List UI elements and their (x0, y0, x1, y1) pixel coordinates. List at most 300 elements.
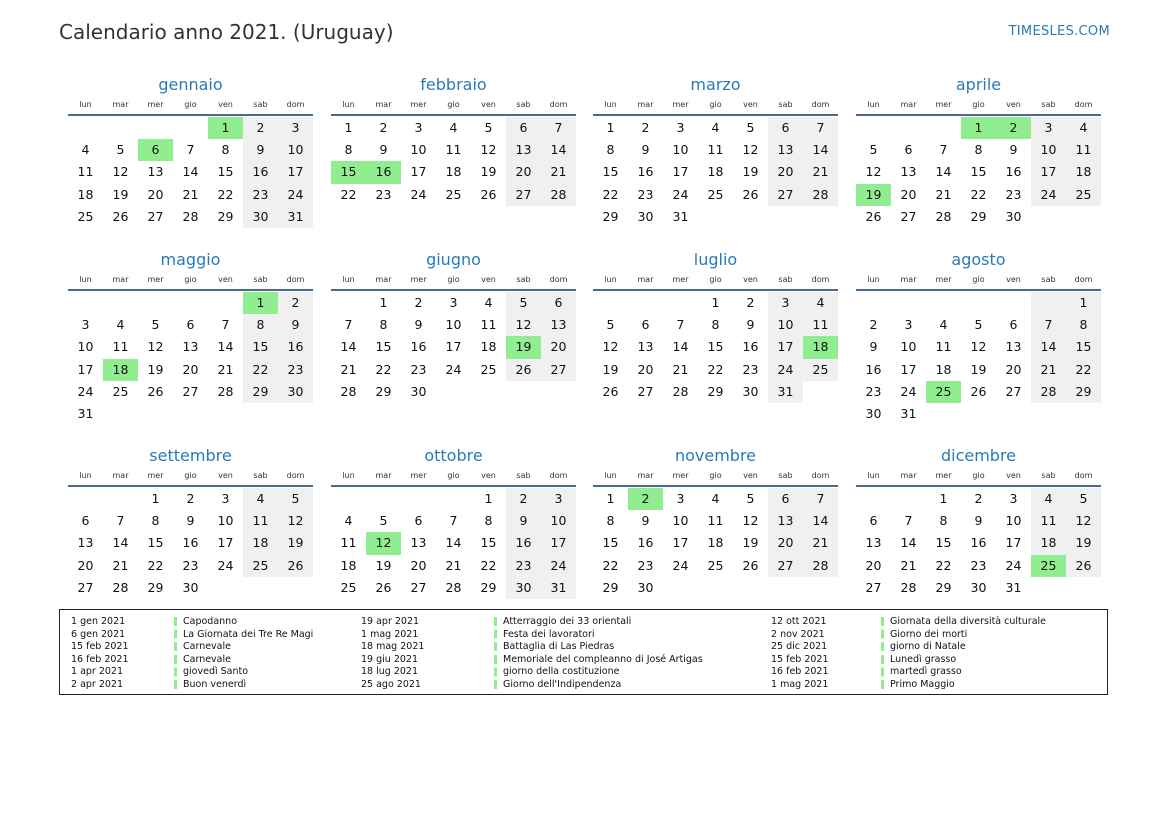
month-maggio (68, 250, 313, 425)
month-name: febbraio (420, 75, 487, 94)
day-cell: 11 (77, 164, 94, 180)
holiday-name: giorno della costituzione (503, 666, 620, 678)
holiday-date-column (71, 616, 129, 692)
day-cell: 15 (243, 336, 278, 358)
day-cell: 11 (112, 339, 129, 355)
day-cell: 9 (869, 339, 878, 355)
day-cell: 6 (1009, 317, 1018, 333)
empty-cell (961, 403, 996, 425)
day-cell: 31 (900, 405, 917, 421)
day-cell: 24 (445, 361, 462, 377)
holiday-date: 1 apr 2021 (71, 666, 124, 678)
day-cell: 12 (112, 164, 129, 180)
empty-cell (331, 292, 366, 314)
day-cell: 6 (768, 117, 803, 139)
weekday-label: ven (481, 100, 496, 109)
day-cell: 2 (379, 120, 388, 135)
day-cell: 26 (742, 557, 759, 573)
day-cell: 29 (480, 579, 497, 595)
day-cell: 6 (81, 513, 90, 529)
empty-cell (926, 117, 961, 139)
day-cell: 2 (506, 488, 541, 510)
holiday-date: 16 feb 2021 (71, 653, 129, 665)
day-cell: 19 (480, 164, 497, 180)
day-cell: 7 (116, 513, 125, 529)
holiday-cell: 15 (331, 161, 366, 183)
holiday-date: 18 mag 2021 (361, 641, 425, 653)
weekday-header (68, 98, 313, 116)
day-cell: 16 (637, 164, 654, 180)
empty-cell (698, 577, 733, 599)
day-cell: 20 (768, 161, 803, 183)
day-cell: 24 (672, 557, 689, 573)
weekday-label: sab (1041, 100, 1056, 109)
day-cell: 2 (869, 317, 878, 333)
holiday-name: Carnevale (183, 653, 231, 665)
day-cell: 25 (803, 359, 838, 381)
day-cell: 6 (186, 317, 195, 333)
weekday-label: sab (516, 100, 531, 109)
weekday-label: gio (184, 100, 197, 109)
month-aprile (856, 75, 1101, 228)
weekday-label: mer (935, 275, 952, 284)
day-grid (331, 117, 576, 206)
day-cell: 8 (484, 513, 493, 529)
day-cell: 5 (484, 120, 493, 135)
day-cell: 20 (182, 361, 199, 377)
month-settembre (68, 446, 313, 599)
empty-cell (173, 292, 208, 314)
day-cell: 15 (602, 535, 619, 551)
weekday-label: lun (867, 275, 880, 284)
day-cell: 1 (344, 120, 353, 135)
holiday-cell: 16 (366, 161, 401, 183)
day-cell: 24 (900, 383, 917, 399)
day-cell: 10 (1005, 513, 1022, 529)
weekday-label: ven (743, 471, 758, 480)
day-cell: 4 (1066, 117, 1101, 139)
empty-cell (243, 403, 278, 425)
empty-cell (436, 488, 471, 510)
empty-cell (628, 292, 663, 314)
day-cell: 28 (541, 184, 576, 206)
day-cell: 19 (602, 361, 619, 377)
empty-cell (803, 381, 838, 403)
holiday-cell: 25 (926, 381, 961, 403)
day-cell: 18 (1066, 161, 1101, 183)
holiday-cell: 1 (208, 117, 243, 139)
day-cell: 21 (900, 557, 917, 573)
day-cell: 1 (1066, 292, 1101, 314)
day-cell: 3 (221, 491, 230, 506)
day-cell: 11 (1031, 510, 1066, 532)
month-novembre (593, 446, 838, 599)
empty-cell (1031, 403, 1066, 425)
empty-cell (208, 292, 243, 314)
day-cell: 4 (803, 292, 838, 314)
day-cell: 6 (506, 117, 541, 139)
weekday-label: lun (342, 100, 355, 109)
day-grid (331, 292, 576, 403)
day-cell: 1 (939, 491, 948, 506)
weekday-label: mer (147, 275, 164, 284)
day-grid (331, 488, 576, 599)
day-cell: 28 (340, 383, 357, 399)
weekday-label: ven (218, 100, 233, 109)
day-cell: 11 (707, 142, 724, 158)
day-cell: 1 (606, 491, 615, 506)
weekday-label: gio (447, 100, 460, 109)
weekday-label: ven (743, 275, 758, 284)
day-cell: 26 (1066, 555, 1101, 577)
day-cell: 13 (768, 510, 803, 532)
empty-cell (541, 381, 576, 403)
day-cell: 21 (803, 161, 838, 183)
day-cell: 22 (707, 361, 724, 377)
day-cell: 15 (707, 339, 724, 355)
day-cell: 18 (243, 532, 278, 554)
day-cell: 27 (637, 383, 654, 399)
day-cell: 18 (1031, 532, 1066, 554)
holiday-name: giorno di Natale (890, 641, 966, 653)
day-cell: 12 (742, 513, 759, 529)
holiday-name: Buon venerdì (183, 678, 247, 690)
holiday-date: 19 giu 2021 (361, 653, 418, 665)
holiday-name: Giornata della diversità culturale (890, 616, 1046, 627)
day-cell: 6 (869, 513, 878, 529)
day-cell: 15 (970, 164, 987, 180)
day-cell: 13 (77, 535, 94, 551)
weekday-label: dom (549, 100, 568, 109)
day-cell: 7 (344, 317, 353, 333)
day-cell: 17 (217, 535, 234, 551)
day-cell: 30 (1005, 208, 1022, 224)
empty-cell (926, 292, 961, 314)
weekday-label: mer (935, 100, 952, 109)
day-cell: 4 (939, 317, 948, 333)
empty-cell (208, 403, 243, 425)
empty-cell (138, 117, 173, 139)
day-cell: 30 (970, 579, 987, 595)
weekday-label: dom (1074, 275, 1093, 284)
day-cell: 24 (217, 557, 234, 573)
weekday-header (331, 469, 576, 487)
day-cell: 27 (182, 383, 199, 399)
day-cell: 14 (182, 164, 199, 180)
day-cell: 6 (541, 292, 576, 314)
day-cell: 12 (506, 314, 541, 336)
day-cell: 26 (602, 383, 619, 399)
holiday-name: Lunedì grasso (890, 653, 957, 665)
day-cell: 3 (81, 317, 90, 333)
day-cell: 11 (1066, 139, 1101, 161)
month-name: ottobre (424, 446, 483, 465)
day-cell: 21 (112, 557, 129, 573)
day-cell: 25 (445, 186, 462, 202)
weekday-label: gio (709, 275, 722, 284)
day-cell: 8 (221, 142, 230, 158)
day-cell: 29 (243, 381, 278, 403)
day-cell: 1 (151, 491, 160, 506)
day-cell: 25 (77, 208, 94, 224)
weekday-header (68, 469, 313, 487)
day-cell: 19 (742, 164, 759, 180)
day-cell: 8 (151, 513, 160, 529)
day-cell: 11 (803, 314, 838, 336)
day-cell: 15 (602, 164, 619, 180)
weekday-label: sab (778, 275, 793, 284)
day-cell: 3 (449, 295, 458, 310)
weekday-label: mer (410, 275, 427, 284)
day-cell: 10 (410, 142, 427, 158)
empty-cell (1031, 206, 1066, 228)
day-cell: 31 (77, 405, 94, 421)
day-cell: 12 (147, 339, 164, 355)
weekday-header (68, 273, 313, 291)
holiday-cell: 1 (243, 292, 278, 314)
day-cell: 9 (278, 314, 313, 336)
weekday-label: mer (147, 471, 164, 480)
day-cell: 28 (900, 579, 917, 595)
empty-cell (103, 292, 138, 314)
day-cell: 20 (410, 557, 427, 573)
holiday-date: 25 ago 2021 (361, 678, 421, 690)
day-cell: 29 (1066, 381, 1101, 403)
weekday-label: dom (549, 471, 568, 480)
day-cell: 5 (151, 317, 160, 333)
day-cell: 13 (865, 535, 882, 551)
day-cell: 15 (147, 535, 164, 551)
day-cell: 6 (414, 513, 423, 529)
day-cell: 23 (1005, 186, 1022, 202)
weekday-label: dom (811, 100, 830, 109)
day-cell: 4 (81, 142, 90, 158)
day-cell: 5 (974, 317, 983, 333)
day-cell: 14 (112, 535, 129, 551)
site-link[interactable]: TIMESLES.COM (1008, 24, 1110, 39)
day-cell: 7 (803, 488, 838, 510)
day-cell: 12 (480, 142, 497, 158)
empty-cell (208, 577, 243, 599)
day-cell: 3 (676, 491, 685, 506)
holiday-name: Memoriale del compleanno di José Artigas (503, 653, 703, 665)
day-cell: 8 (711, 317, 720, 333)
day-cell: 28 (672, 383, 689, 399)
day-cell: 20 (147, 186, 164, 202)
weekday-label: sab (778, 100, 793, 109)
day-cell: 1 (484, 491, 493, 506)
day-cell: 14 (900, 535, 917, 551)
weekday-label: lun (867, 100, 880, 109)
holiday-marker-bar (174, 617, 177, 691)
day-cell: 11 (480, 317, 497, 333)
weekday-header (593, 469, 838, 487)
weekday-label: sab (253, 275, 268, 284)
day-cell: 1 (711, 295, 720, 310)
holiday-name: Primo Maggio (890, 678, 955, 690)
day-cell: 17 (768, 336, 803, 358)
day-cell: 5 (379, 513, 388, 529)
weekday-label: mar (112, 275, 129, 284)
empty-cell (891, 117, 926, 139)
day-cell: 15 (375, 339, 392, 355)
day-cell: 30 (182, 579, 199, 595)
month-luglio (593, 250, 838, 403)
day-cell: 13 (410, 535, 427, 551)
day-cell: 22 (602, 557, 619, 573)
weekday-label: sab (1041, 471, 1056, 480)
day-cell: 10 (77, 339, 94, 355)
day-cell: 16 (410, 339, 427, 355)
holiday-cell: 12 (366, 532, 401, 554)
day-cell: 11 (935, 339, 952, 355)
day-cell: 4 (344, 513, 353, 529)
day-cell: 4 (711, 120, 720, 135)
month-name: luglio (693, 250, 738, 269)
weekday-header (593, 273, 838, 291)
weekday-label: mar (112, 471, 129, 480)
day-cell: 20 (900, 186, 917, 202)
day-cell: 16 (506, 532, 541, 554)
holiday-cell: 6 (138, 139, 173, 161)
day-cell: 14 (803, 510, 838, 532)
holiday-name: La Giornata dei Tre Re Magi (183, 628, 314, 640)
day-cell: 29 (602, 208, 619, 224)
day-cell: 28 (803, 555, 838, 577)
day-cell: 24 (1005, 557, 1022, 573)
day-cell: 23 (865, 383, 882, 399)
day-cell: 13 (1005, 339, 1022, 355)
day-cell: 5 (278, 488, 313, 510)
day-cell: 5 (746, 491, 755, 506)
day-cell: 14 (541, 139, 576, 161)
month-name: maggio (160, 250, 221, 269)
day-cell: 7 (803, 117, 838, 139)
day-cell: 22 (1066, 359, 1101, 381)
day-cell: 24 (410, 186, 427, 202)
day-cell: 10 (672, 142, 689, 158)
holiday-date: 6 gen 2021 (71, 628, 126, 640)
day-cell: 28 (112, 579, 129, 595)
day-cell: 10 (445, 317, 462, 333)
empty-cell (768, 577, 803, 599)
day-cell: 6 (641, 317, 650, 333)
day-cell: 4 (116, 317, 125, 333)
empty-cell (926, 403, 961, 425)
day-cell: 23 (243, 184, 278, 206)
day-cell: 7 (541, 117, 576, 139)
day-cell: 18 (935, 361, 952, 377)
holiday-cell: 1 (961, 117, 996, 139)
day-grid (856, 117, 1101, 228)
day-grid (593, 117, 838, 228)
day-cell: 20 (1005, 361, 1022, 377)
holiday-cell: 19 (506, 336, 541, 358)
weekday-label: dom (286, 275, 305, 284)
day-cell: 20 (865, 557, 882, 573)
weekday-label: dom (286, 100, 305, 109)
month-ottobre (331, 446, 576, 599)
day-grid (68, 488, 313, 599)
day-cell: 11 (445, 142, 462, 158)
month-name: agosto (951, 250, 1006, 269)
day-cell: 7 (221, 317, 230, 333)
weekday-label: sab (516, 275, 531, 284)
day-cell: 17 (77, 361, 94, 377)
day-cell: 21 (217, 361, 234, 377)
holiday-name: Giorno dell'Indipendenza (503, 678, 622, 690)
month-gennaio (68, 75, 313, 228)
weekday-label: mer (672, 275, 689, 284)
day-cell: 24 (768, 359, 803, 381)
day-cell: 19 (1066, 532, 1101, 554)
holiday-date-column (361, 616, 424, 692)
day-cell: 30 (637, 579, 654, 595)
day-cell: 18 (445, 164, 462, 180)
holiday-name-column (890, 616, 1046, 692)
day-cell: 8 (1066, 314, 1101, 336)
weekday-label: mar (375, 275, 392, 284)
empty-cell (856, 292, 891, 314)
month-name: giugno (426, 250, 481, 269)
day-cell: 9 (186, 513, 195, 529)
day-cell: 24 (672, 186, 689, 202)
holiday-name: Atterraggio dei 33 orientali (503, 616, 632, 627)
day-cell: 21 (340, 361, 357, 377)
empty-cell (1031, 292, 1066, 314)
day-cell: 10 (217, 513, 234, 529)
day-cell: 12 (970, 339, 987, 355)
day-cell: 24 (278, 184, 313, 206)
month-name: dicembre (940, 446, 1017, 465)
day-cell: 9 (506, 510, 541, 532)
page-title: Calendario anno 2021. (Uruguay) (59, 20, 394, 44)
weekday-label: lun (342, 471, 355, 480)
weekday-label: gio (447, 275, 460, 284)
day-cell: 17 (541, 532, 576, 554)
empty-cell (803, 577, 838, 599)
day-cell: 13 (900, 164, 917, 180)
weekday-label: mar (375, 471, 392, 480)
day-cell: 19 (112, 186, 129, 202)
weekday-header (593, 98, 838, 116)
empty-cell (698, 206, 733, 228)
day-cell: 18 (707, 164, 724, 180)
empty-cell (471, 381, 506, 403)
weekday-label: lun (867, 471, 880, 480)
weekday-label: gio (184, 471, 197, 480)
day-cell: 9 (414, 317, 423, 333)
day-cell: 8 (243, 314, 278, 336)
day-cell: 13 (637, 339, 654, 355)
day-cell: 8 (606, 142, 615, 158)
day-cell: 4 (243, 488, 278, 510)
day-cell: 22 (340, 186, 357, 202)
holiday-name-column (183, 616, 313, 692)
day-cell: 9 (243, 139, 278, 161)
weekday-label: lun (604, 100, 617, 109)
day-cell: 15 (480, 535, 497, 551)
holiday-name: Carnevale (183, 641, 231, 653)
day-cell: 20 (541, 336, 576, 358)
empty-cell (891, 488, 926, 510)
weekday-header (331, 98, 576, 116)
day-cell: 8 (379, 317, 388, 333)
day-cell: 31 (672, 208, 689, 224)
weekday-label: gio (184, 275, 197, 284)
day-cell: 9 (974, 513, 983, 529)
day-cell: 3 (904, 317, 913, 333)
